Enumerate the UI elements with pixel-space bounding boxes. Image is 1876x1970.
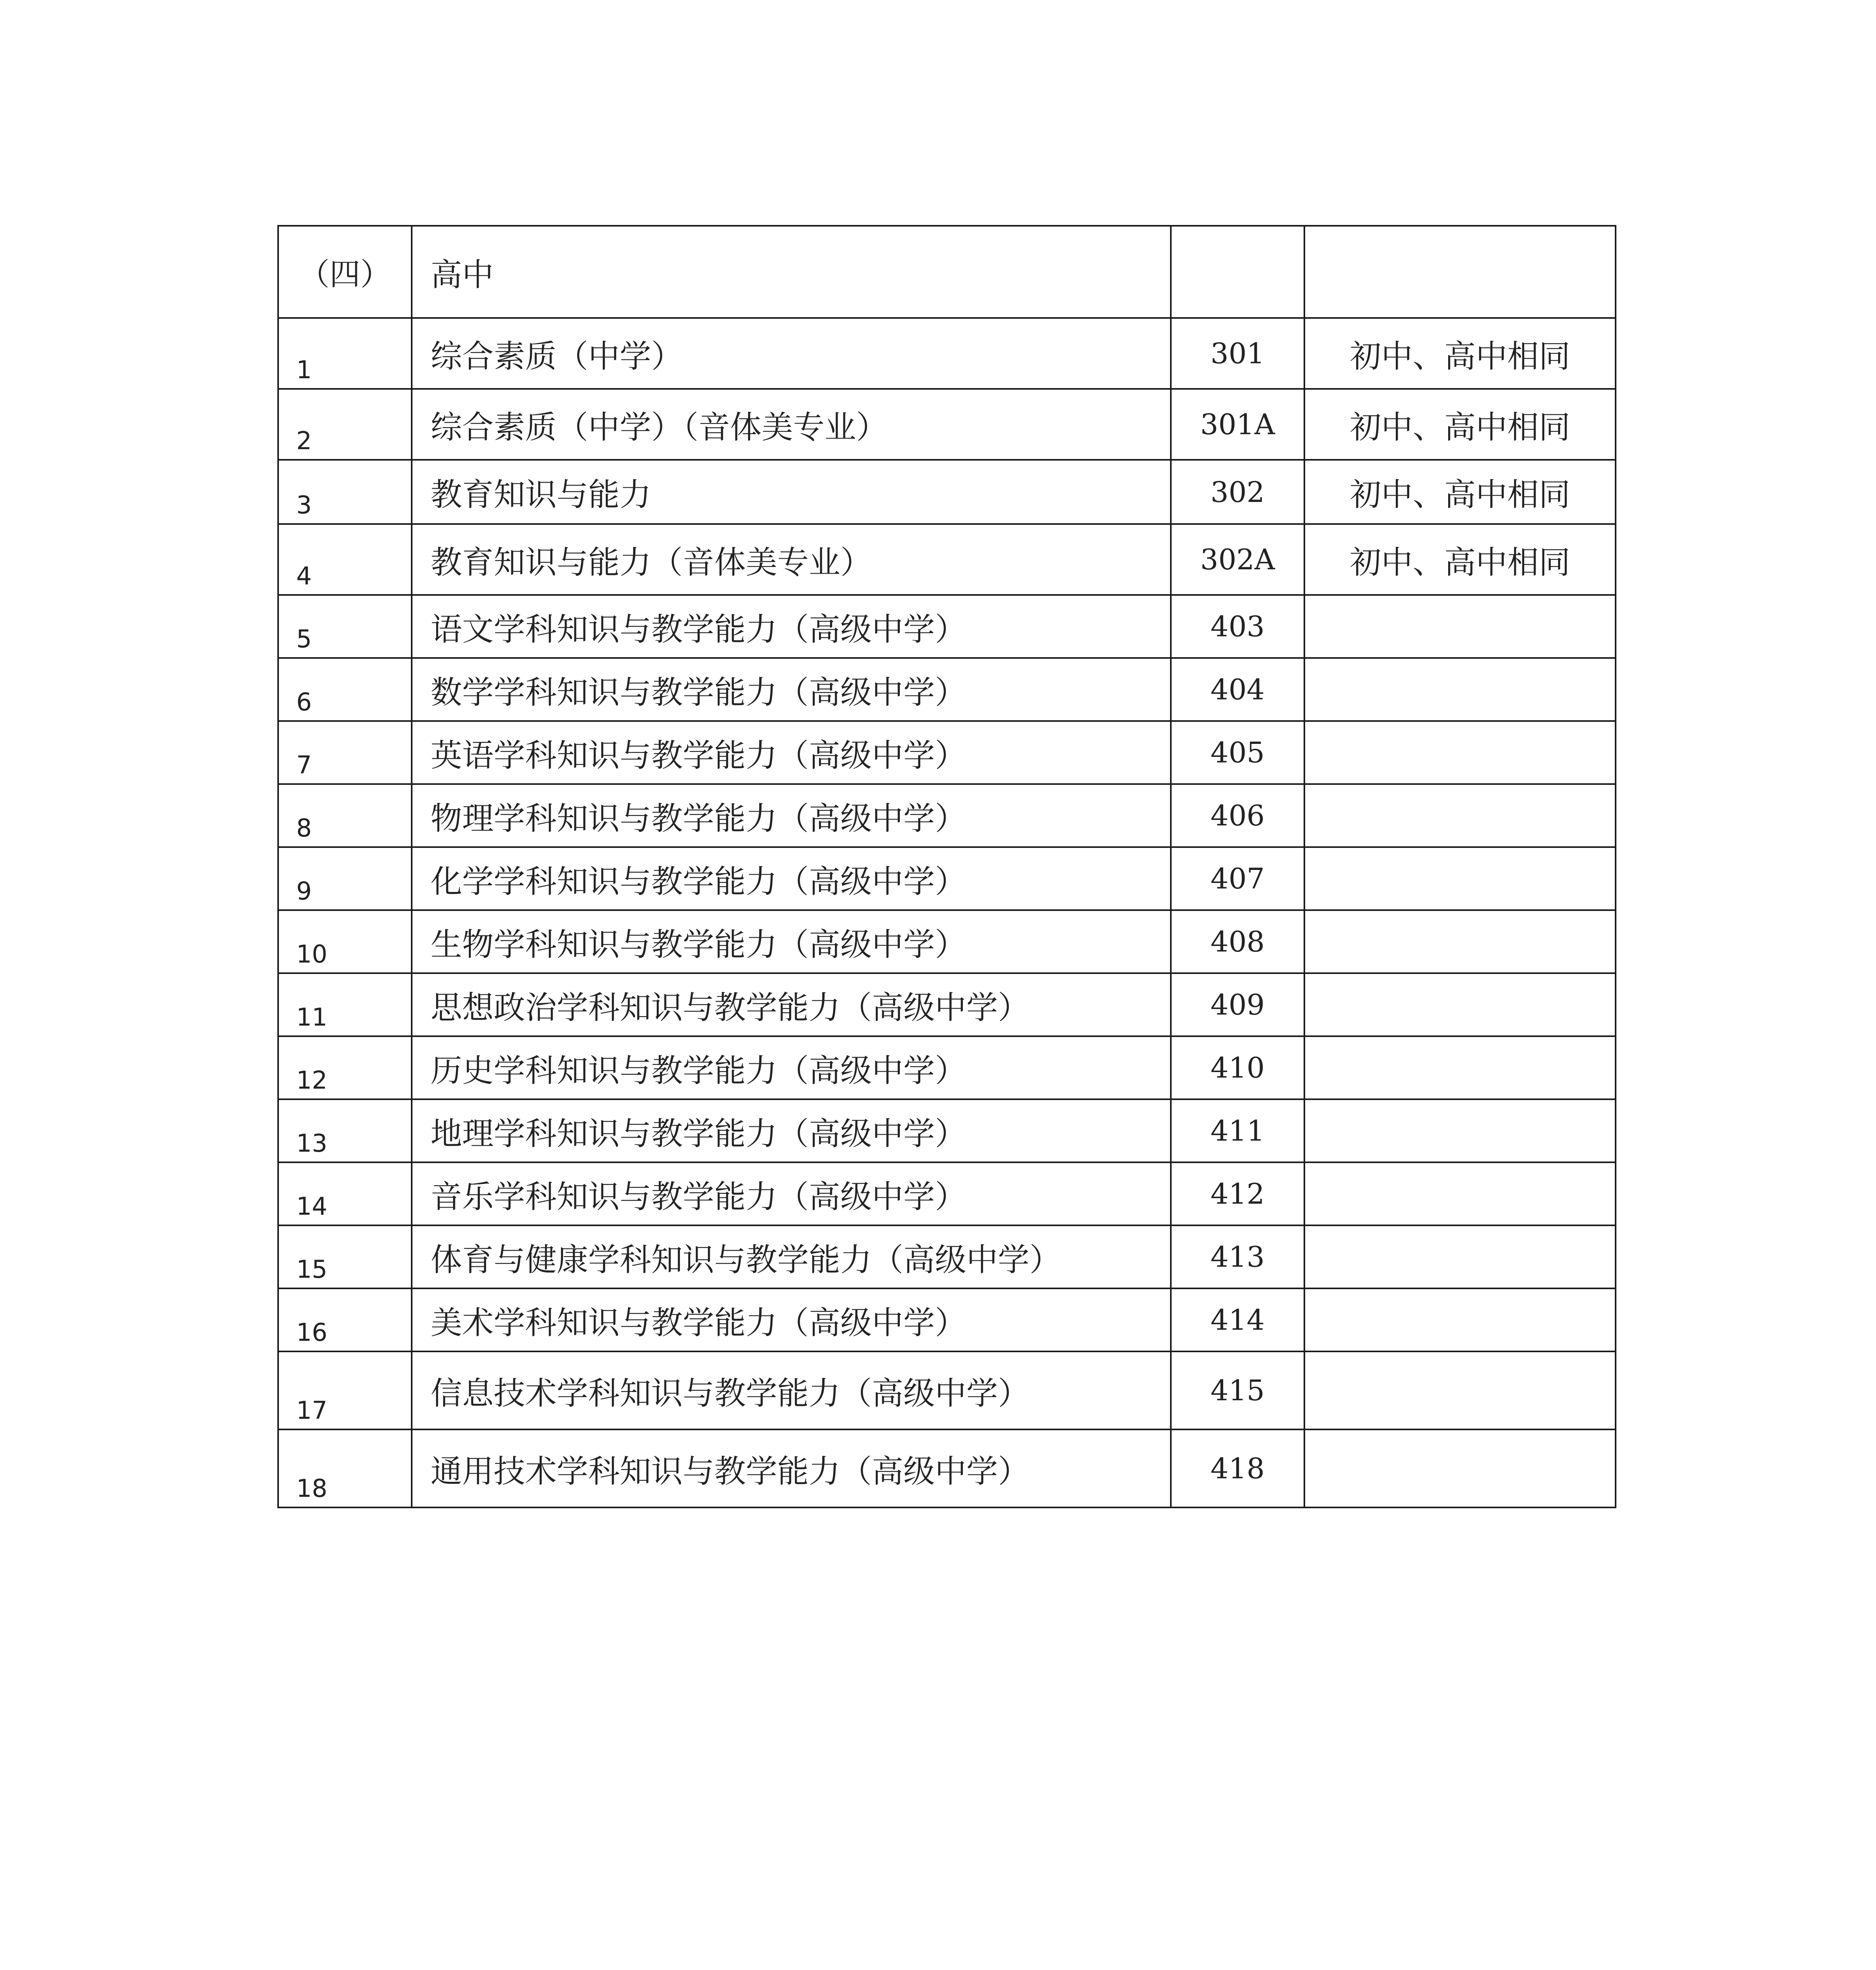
subject-note: [1304, 847, 1616, 910]
subject-code: 302A: [1171, 524, 1304, 595]
subject-name: 教育知识与能力（音体美专业）: [412, 524, 1171, 595]
section-note: [1304, 226, 1616, 318]
row-number: 14: [278, 1162, 412, 1225]
row-number: 4: [278, 524, 412, 595]
row-number: 7: [278, 721, 412, 784]
row-number: 13: [278, 1099, 412, 1162]
subject-name: 思想政治学科知识与教学能力（高级中学）: [412, 973, 1171, 1036]
subject-note: 初中、高中相同: [1304, 524, 1616, 595]
table-row: [278, 1099, 1616, 1162]
subject-name: 历史学科知识与教学能力（高级中学）: [412, 1036, 1171, 1099]
table-row: [278, 847, 1616, 910]
section-code: [1171, 226, 1304, 318]
subject-code: 410: [1171, 1036, 1304, 1099]
row-number: 5: [278, 595, 412, 658]
row-number: 8: [278, 784, 412, 847]
subject-code: 405: [1171, 721, 1304, 784]
subject-code: 302: [1171, 460, 1304, 524]
subject-name: 美术学科知识与教学能力（高级中学）: [412, 1288, 1171, 1351]
subject-code: 413: [1171, 1225, 1304, 1288]
subject-note: [1304, 973, 1616, 1036]
subject-name: 综合素质（中学）: [412, 318, 1171, 389]
section-title: 高中: [412, 226, 1171, 318]
subject-code: 301A: [1171, 389, 1304, 460]
subject-name: 数学学科知识与教学能力（高级中学）: [412, 658, 1171, 721]
row-number: 1: [278, 318, 412, 389]
table-row: [278, 658, 1616, 721]
row-number: 16: [278, 1288, 412, 1351]
subject-name: 地理学科知识与教学能力（高级中学）: [412, 1099, 1171, 1162]
subject-name: 体育与健康学科知识与教学能力（高级中学）: [412, 1225, 1171, 1288]
subject-note: [1304, 1036, 1616, 1099]
table-row: [278, 1288, 1616, 1351]
row-number: 11: [278, 973, 412, 1036]
subject-note: [1304, 595, 1616, 658]
subject-name: 语文学科知识与教学能力（高级中学）: [412, 595, 1171, 658]
table-row: [278, 460, 1616, 524]
subject-code: 408: [1171, 910, 1304, 973]
subject-note: [1304, 658, 1616, 721]
subject-code: 415: [1171, 1351, 1304, 1429]
row-number: 18: [278, 1429, 412, 1507]
table-row: [278, 1036, 1616, 1099]
row-number: 9: [278, 847, 412, 910]
subject-note: [1304, 1225, 1616, 1288]
table-row: [278, 389, 1616, 460]
subject-code: 414: [1171, 1288, 1304, 1351]
section-number: （四）: [278, 226, 412, 318]
subject-note: [1304, 1099, 1616, 1162]
table-row: [278, 318, 1616, 389]
table-row: [278, 973, 1616, 1036]
row-number: 2: [278, 389, 412, 460]
subject-note: 初中、高中相同: [1304, 318, 1616, 389]
subject-name: 生物学科知识与教学能力（高级中学）: [412, 910, 1171, 973]
subject-code: 418: [1171, 1429, 1304, 1507]
subject-code: 411: [1171, 1099, 1304, 1162]
row-number: 10: [278, 910, 412, 973]
subject-code: 301: [1171, 318, 1304, 389]
subject-name: 音乐学科知识与教学能力（高级中学）: [412, 1162, 1171, 1225]
subject-note: 初中、高中相同: [1304, 389, 1616, 460]
subject-code: 409: [1171, 973, 1304, 1036]
table-row: [278, 524, 1616, 595]
subject-note: 初中、高中相同: [1304, 460, 1616, 524]
table-row: [278, 1429, 1616, 1507]
table-row: [278, 1162, 1616, 1225]
subject-note: [1304, 1162, 1616, 1225]
subject-name: 教育知识与能力: [412, 460, 1171, 524]
subject-note: [1304, 784, 1616, 847]
subject-code: 406: [1171, 784, 1304, 847]
subject-name: 英语学科知识与教学能力（高级中学）: [412, 721, 1171, 784]
exam-subject-table: [277, 225, 1616, 1508]
row-number: 17: [278, 1351, 412, 1429]
subject-note: [1304, 1288, 1616, 1351]
subject-name: 物理学科知识与教学能力（高级中学）: [412, 784, 1171, 847]
subject-note: [1304, 1429, 1616, 1507]
subject-code: 404: [1171, 658, 1304, 721]
table-row: [278, 1225, 1616, 1288]
subject-note: [1304, 910, 1616, 973]
row-number: 6: [278, 658, 412, 721]
subject-note: [1304, 1351, 1616, 1429]
table-row: [278, 784, 1616, 847]
subject-note: [1304, 721, 1616, 784]
section-header-row: [278, 226, 1616, 318]
row-number: 3: [278, 460, 412, 524]
subject-code: 403: [1171, 595, 1304, 658]
subject-code: 407: [1171, 847, 1304, 910]
subject-name: 化学学科知识与教学能力（高级中学）: [412, 847, 1171, 910]
table-row: [278, 721, 1616, 784]
table-row: [278, 595, 1616, 658]
subject-name: 信息技术学科知识与教学能力（高级中学）: [412, 1351, 1171, 1429]
table-row: [278, 1351, 1616, 1429]
subject-code: 412: [1171, 1162, 1304, 1225]
subject-name: 通用技术学科知识与教学能力（高级中学）: [412, 1429, 1171, 1507]
table-row: [278, 910, 1616, 973]
row-number: 15: [278, 1225, 412, 1288]
row-number: 12: [278, 1036, 412, 1099]
subject-name: 综合素质（中学）（音体美专业）: [412, 389, 1171, 460]
